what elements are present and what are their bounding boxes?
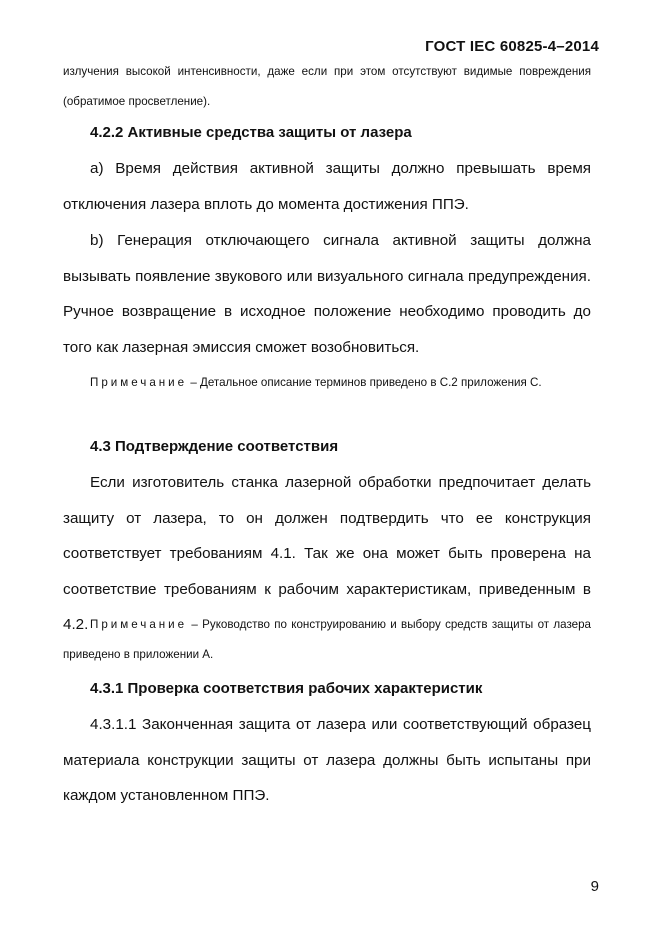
paragraph-4-3: Если изготовитель станка лазерной обработки предпочитает делать защиту от лазера, то он должен подтвердить что ее конструкция соответствует требованиям 4.1. Так же она может быть проверена на соответствие требованиям к рабочим характеристикам, приведенным в 4.2.: [63, 474, 591, 633]
paragraph-4-3-1-1: 4.3.1.1 Законченная защита от лазера или соответствующий образец материала конструкции защиты от лазера должны быть испытаны при каждом установленном ППЭ.: [63, 716, 591, 804]
paragraph-item-b: b) Генерация отключающего сигнала активной защиты должна вызывать появление звукового или визуального сигнала предупреждения. Ручное возвращение в исходное положение необходимо проводить до того как лазерная эмиссия сможет возобновиться.: [63, 232, 591, 356]
note-2-text: – Руководство по конструированию и выбору средств защиты от лазера приведено в приложении А.: [63, 618, 591, 661]
document-code-header: ГОСТ IEC 60825-4–2014: [425, 38, 599, 55]
paragraph-continuation: излучения высокой интенсивности, даже если при этом отсутствуют видимые повреждения (обратимое просветление).: [63, 65, 591, 108]
section-heading-4-3: 4.3 Подтверждение соответствия: [90, 438, 339, 455]
paragraph-item-a: a) Время действия активной защиты должно превышать время отключения лазера вплоть до момента достижения ППЭ.: [63, 160, 591, 213]
page-number: 9: [590, 878, 599, 895]
note-2: [63, 610, 591, 670]
section-heading-4-2-2: 4.2.2 Активные средства защиты от лазера: [90, 124, 412, 141]
note-1-text: – Детальное описание терминов приведено в С.2 приложения С.: [187, 376, 542, 389]
note-2-label: Примечание: [90, 618, 188, 631]
note-1: [63, 368, 591, 398]
section-heading-4-3-1: 4.3.1 Проверка соответствия рабочих характеристик: [90, 680, 483, 697]
note-1-label: Примечание: [90, 376, 188, 389]
